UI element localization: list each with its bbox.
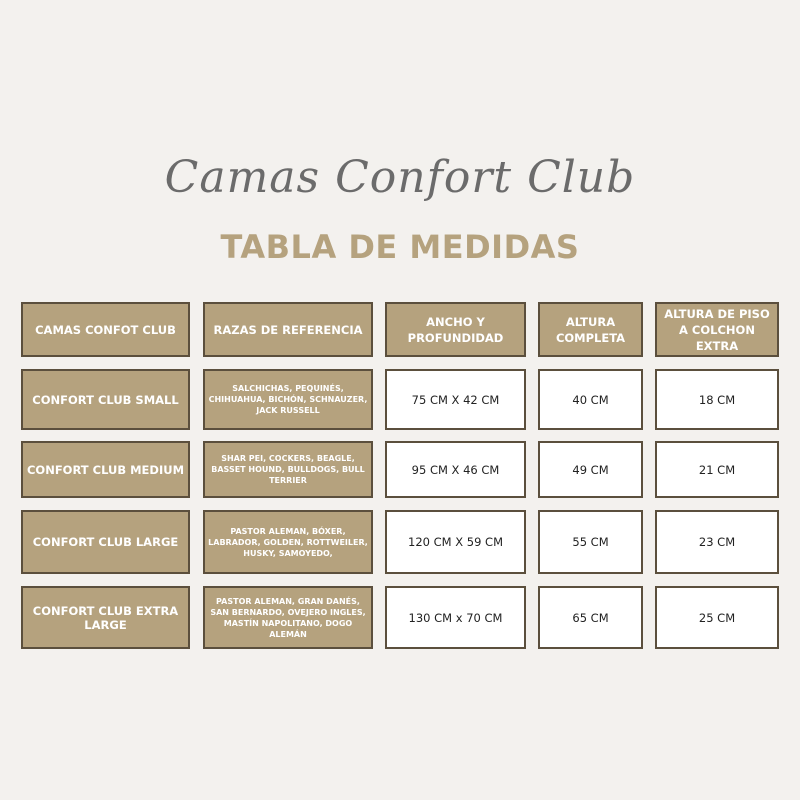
row-small-breeds: SALCHICHAS, PEQUINÉS, CHIHUAHUA, BICHÓN, SCHNAUZER, JACK RUSSELL <box>203 369 373 430</box>
row-medium-name: CONFORT CLUB MEDIUM <box>21 441 190 498</box>
row-large-name: CONFORT CLUB LARGE <box>21 510 190 574</box>
row-large-height: 55 CM <box>538 510 643 574</box>
row-large-breeds: PASTOR ALEMAN, BÓXER, LABRADOR, GOLDEN, ROTTWEILER, HUSKY, SAMOYEDO, <box>203 510 373 574</box>
page-subtitle: TABLA DE MEDIDAS <box>220 228 580 266</box>
row-medium-height: 49 CM <box>538 441 643 498</box>
header-full-height: ALTURA COMPLETA <box>538 302 643 357</box>
row-small-height: 40 CM <box>538 369 643 430</box>
row-xl-name: CONFORT CLUB EXTRA LARGE <box>21 586 190 649</box>
page-title: Camas Confort Club <box>164 152 636 203</box>
row-medium-size: 95 CM X 46 CM <box>385 441 526 498</box>
header-floor-height: ALTURA DE PISO A COLCHON EXTRA <box>655 302 779 357</box>
header-beds: CAMAS CONFOT CLUB <box>21 302 190 357</box>
row-small-floor-height: 18 CM <box>655 369 779 430</box>
row-medium-breeds: SHAR PEI, COCKERS, BEAGLE, BASSET HOUND, BULLDOGS, BULL TERRIER <box>203 441 373 498</box>
row-medium-floor-height: 21 CM <box>655 441 779 498</box>
row-xl-floor-height: 25 CM <box>655 586 779 649</box>
header-breeds: RAZAS DE REFERENCIA <box>203 302 373 357</box>
header-width-depth: ANCHO Y PROFUNDIDAD <box>385 302 526 357</box>
row-large-floor-height: 23 CM <box>655 510 779 574</box>
row-small-size: 75 CM X 42 CM <box>385 369 526 430</box>
row-xl-size: 130 CM x 70 CM <box>385 586 526 649</box>
row-large-size: 120 CM X 59 CM <box>385 510 526 574</box>
row-xl-height: 65 CM <box>538 586 643 649</box>
row-xl-breeds: PASTOR ALEMAN, GRAN DANÉS, SAN BERNARDO, OVEJERO INGLES, MASTÍN NAPOLITANO, DOGO ALEMÁN <box>203 586 373 649</box>
row-small-name: CONFORT CLUB SMALL <box>21 369 190 430</box>
